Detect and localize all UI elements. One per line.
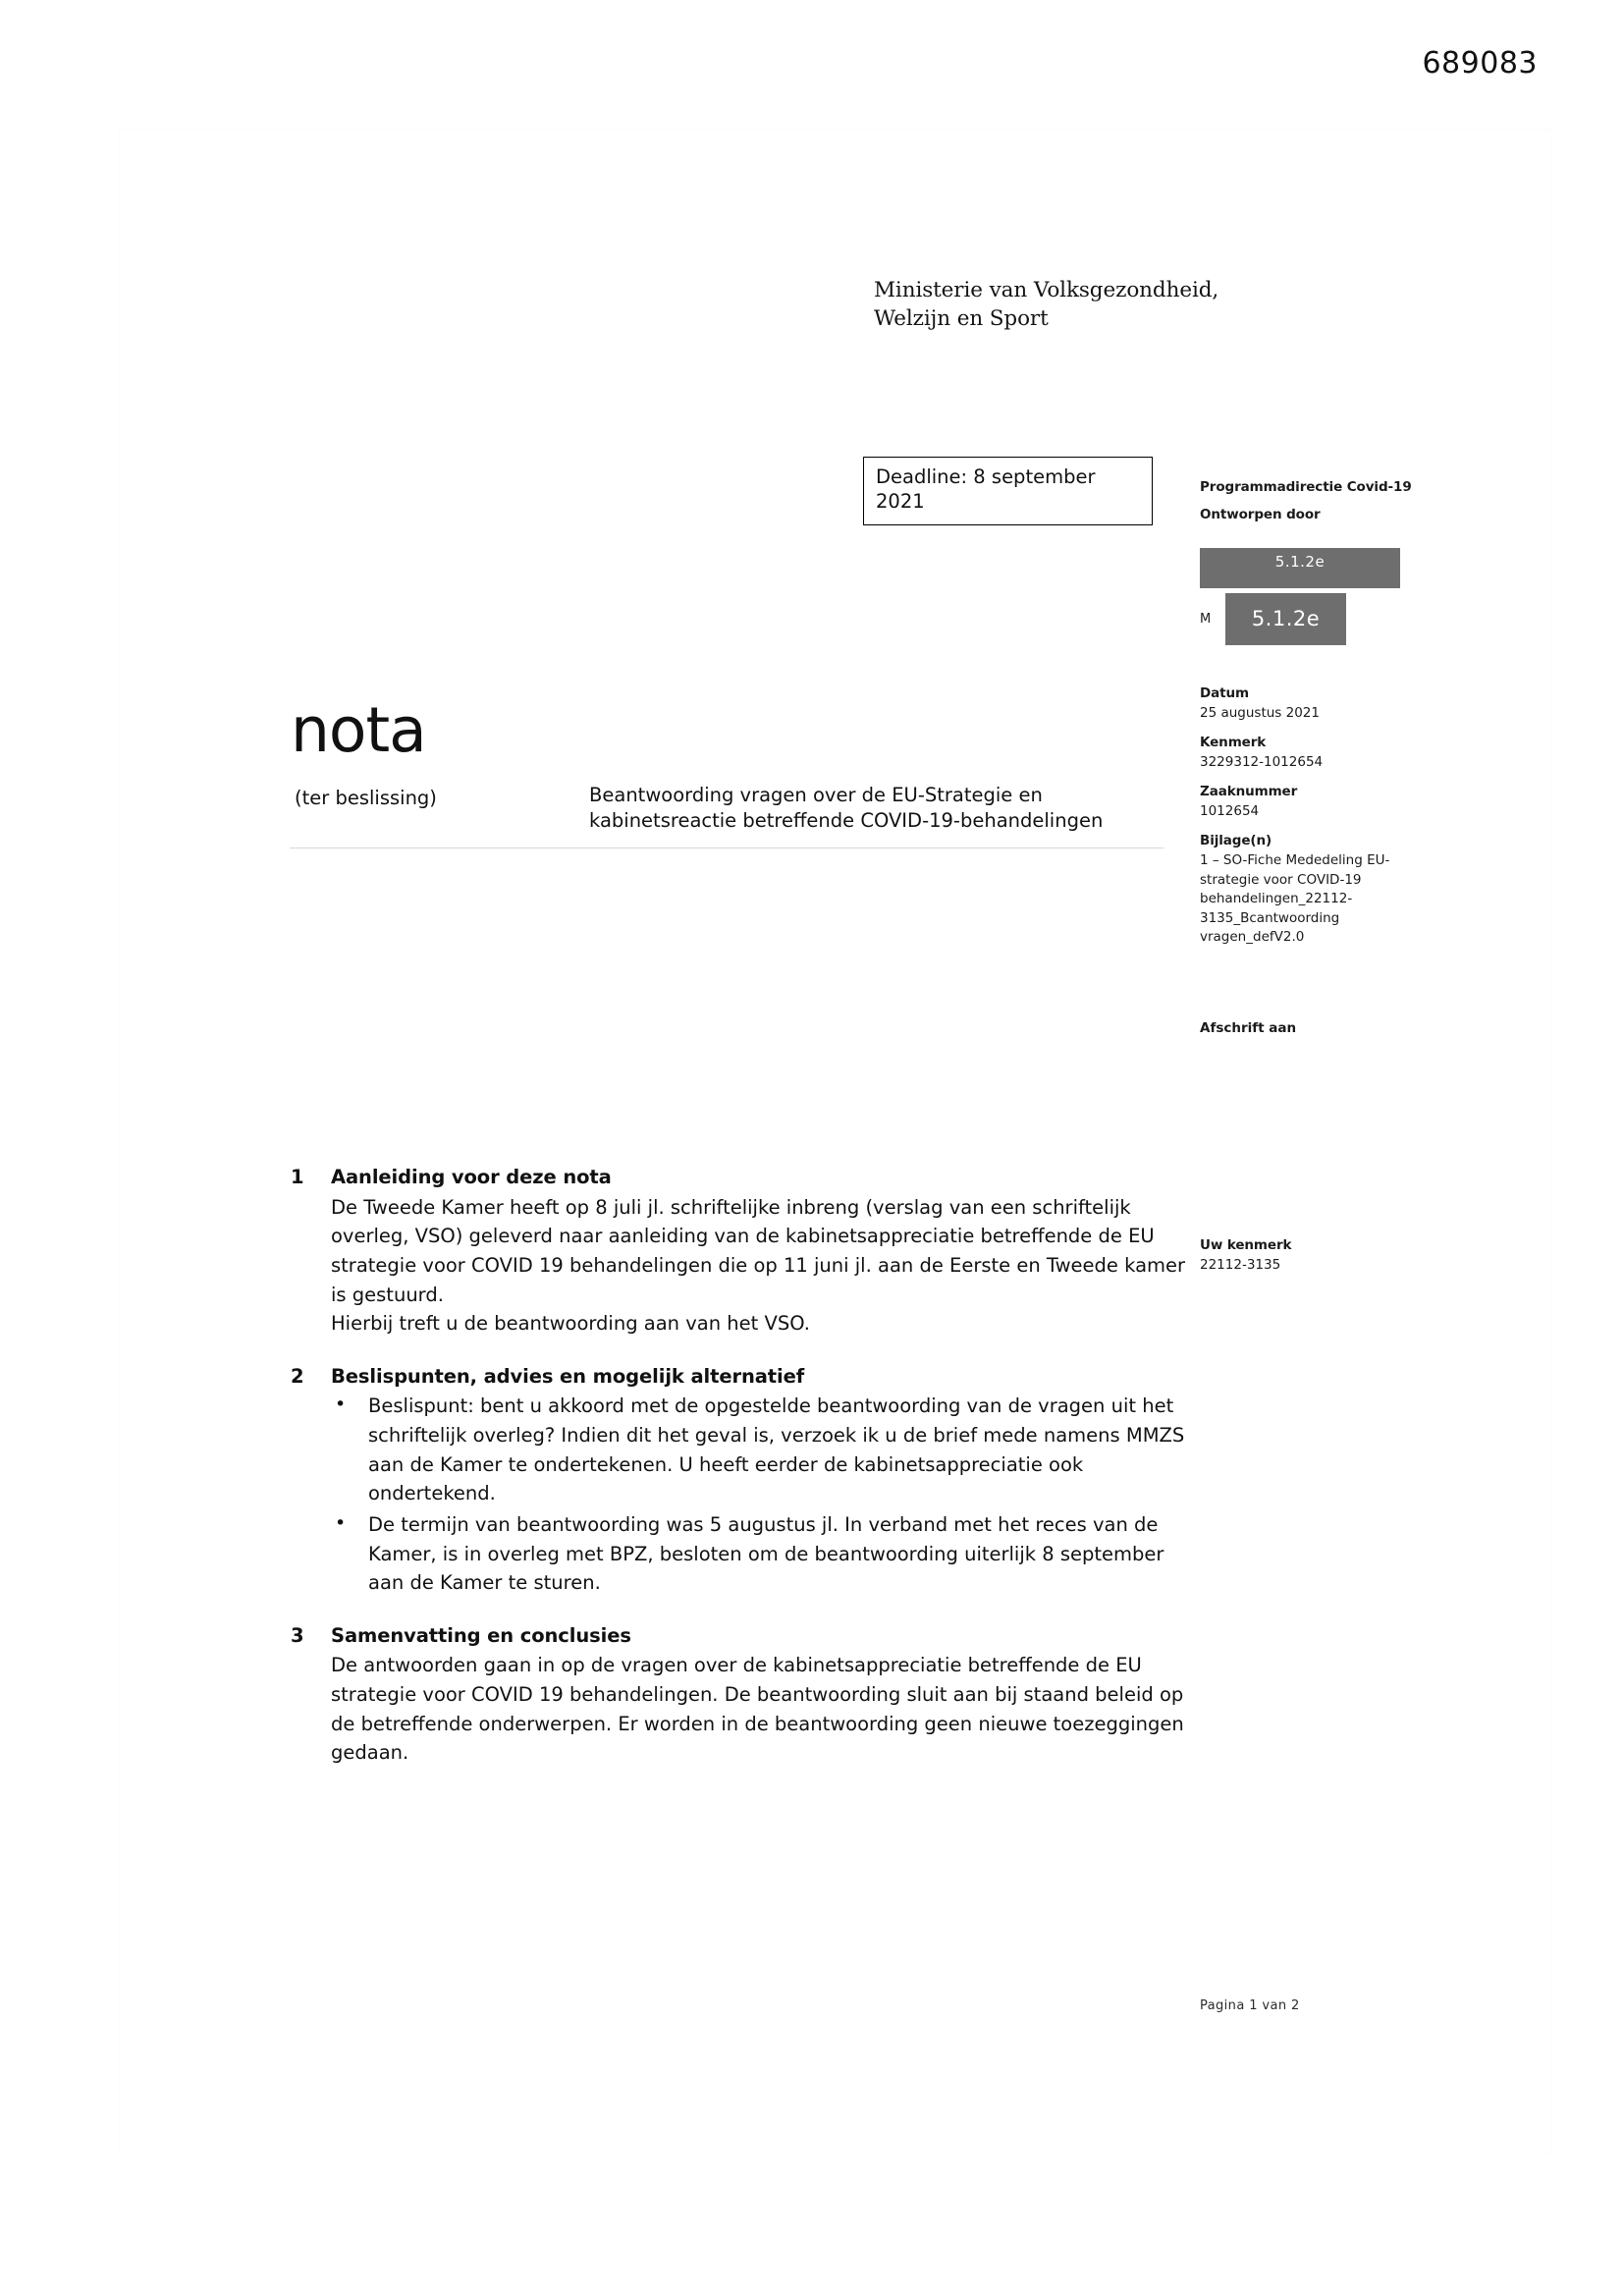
redaction-block-2: 5.1.2e — [1225, 593, 1346, 645]
paragraph: De Tweede Kamer heeft op 8 juli jl. schriftelijke inbreng (verslag van een schriftelijk overleg, VSO) geleverd naar aanleiding van de kabinetsappreciatie betreffende de EU strategie voor COVID 19 behandelingen die op 11 juni jl. aan de Eerste en Tweede kamer is gestuurd. — [331, 1195, 1186, 1306]
meta-attachments — [1200, 832, 1445, 947]
deadline-text: Deadline: 8 september 2021 — [876, 465, 1096, 513]
meta-reference-label: Kenmerk — [1200, 735, 1267, 751]
meta-date — [1200, 684, 1445, 723]
meta-date-value: 25 augustus 2021 — [1200, 704, 1320, 721]
meta-designed-by-label: Ontworpen door — [1200, 507, 1321, 523]
page-footer: Pagina 1 van 2 — [1200, 1998, 1300, 2013]
meta-designed-by — [1200, 506, 1435, 632]
meta-sidebar-top — [1200, 478, 1435, 644]
list-item: • De termijn van beantwoording was 5 augustus jl. In verband met het reces van de Kamer, is in overleg met BPZ, besloten om de beantwoording uiterlijk 8 september aan de Kamer te sturen. — [331, 1510, 1194, 1598]
redaction-zone — [1200, 526, 1435, 632]
section-number: 3 — [291, 1623, 304, 1647]
meta-case-number-label: Zaaknummer — [1200, 784, 1298, 800]
document-body — [291, 1163, 1194, 1768]
bullet-list — [331, 1392, 1194, 1597]
ministry-heading — [874, 277, 1218, 333]
section-heading — [291, 1362, 1194, 1392]
section-number: 2 — [291, 1364, 304, 1388]
meta-attachments-label: Bijlage(n) — [1200, 833, 1272, 849]
document-section — [291, 1362, 1194, 1598]
ministry-line-1: Ministerie van Volksgezondheid, — [874, 278, 1219, 302]
meta-sidebar-lower — [1200, 684, 1445, 958]
meta-your-reference-label: Uw kenmerk — [1200, 1237, 1292, 1253]
section-title: Beslispunten, advies en mogelijk alternatief — [331, 1364, 805, 1388]
nota-kind: (ter beslissing) — [295, 787, 437, 809]
paragraph: Hierbij treft u de beantwoording aan van het VSO. — [331, 1312, 810, 1336]
meta-directorate — [1200, 478, 1435, 497]
ministry-line-2: Welzijn en Sport — [874, 305, 1049, 331]
section-title: Samenvatting en conclusies — [331, 1623, 631, 1647]
meta-date-label: Datum — [1200, 685, 1249, 701]
document-section — [291, 1163, 1194, 1339]
page-sheet-border — [119, 129, 1552, 2155]
meta-copy-to-label: Afschrift aan — [1200, 1020, 1297, 1036]
meta-case-number — [1200, 783, 1445, 821]
meta-your-reference-value: 22112-3135 — [1200, 1256, 1281, 1273]
document-section — [291, 1621, 1194, 1768]
meta-your-reference — [1200, 1236, 1291, 1275]
section-title: Aanleiding voor deze nota — [331, 1166, 612, 1188]
document-number: 689083 — [1422, 46, 1538, 81]
nota-subject: Beantwoording vragen over de EU-Strategie en kabinetsreactie betreffende COVID-19-behandelingen — [589, 784, 1104, 833]
section-body — [331, 1193, 1194, 1339]
meta-attachments-value: 1 – SO-Fiche Mededeling EU-strategie voor COVID-19 behandelingen_22112-3135_Bcantwoording vragen_defV2.0 — [1200, 851, 1390, 946]
meta-directorate-label: Programmadirectie Covid-19 — [1200, 479, 1412, 495]
meta-reference-value: 3229312-1012654 — [1200, 753, 1324, 770]
redaction-block-1: 5.1.2e — [1200, 548, 1400, 588]
page-title: nota — [291, 694, 426, 766]
meta-reference — [1200, 734, 1445, 772]
header-divider — [290, 847, 1164, 848]
section-body — [331, 1651, 1194, 1768]
deadline-box — [863, 457, 1153, 525]
section-heading — [291, 1163, 1194, 1192]
meta-case-number-value: 1012654 — [1200, 802, 1260, 819]
section-heading — [291, 1621, 1194, 1651]
section-number: 1 — [291, 1166, 304, 1188]
list-item: • Beslispunt: bent u akkoord met de opgestelde beantwoording van de vragen uit het schriftelijk overleg? Indien dit het geval is, verzoek ik u de brief mede namens MMZS aan de Kamer te ondertekenen. U heeft eerder de kabinetsappreciatie ook ondertekend. — [331, 1392, 1194, 1508]
paragraph: De antwoorden gaan in op de vragen over de kabinetsappreciatie betreffende de EU strategie voor COVID 19 behandelingen. De beantwoording sluit aan bij staand beleid op de betreffende onderwerpen. Er worden in de beantwoording geen nieuwe toezeggingen gedaan. — [331, 1654, 1184, 1765]
redaction-prefix-label: M — [1200, 612, 1212, 628]
